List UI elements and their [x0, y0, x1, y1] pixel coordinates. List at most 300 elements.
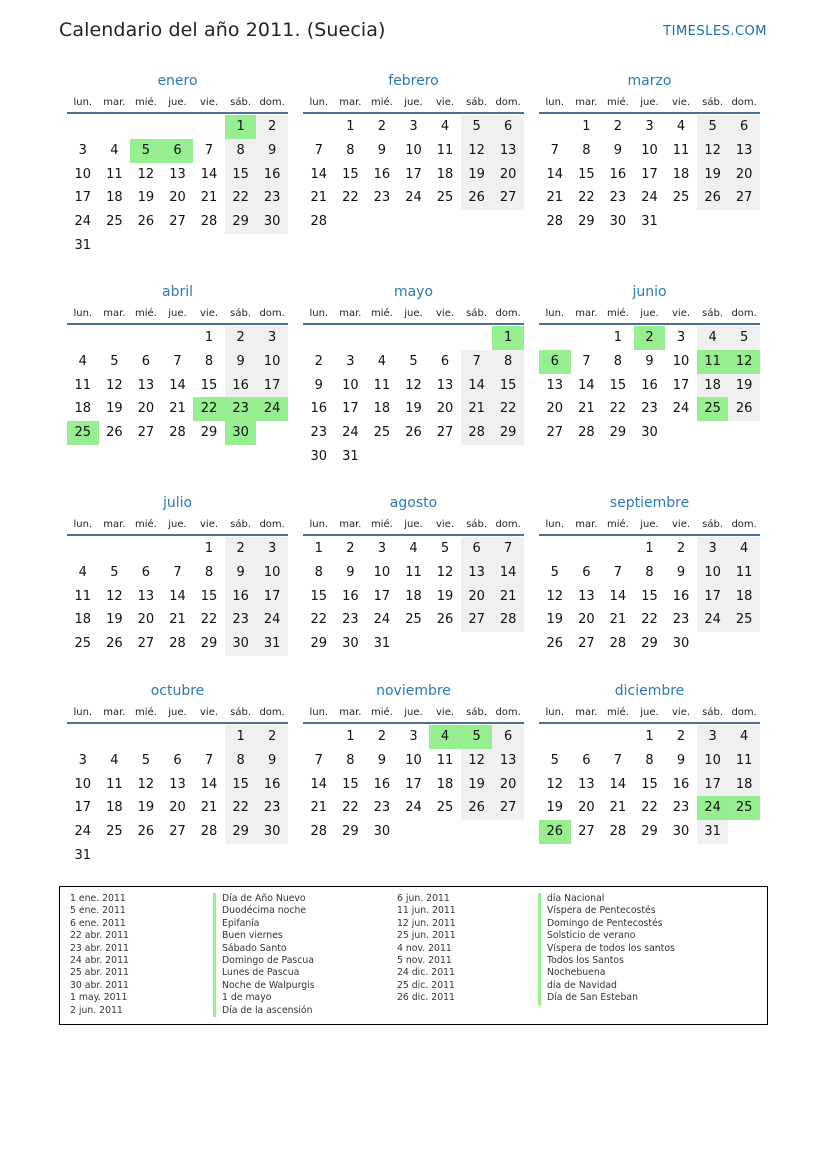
- day-cell: 31: [342, 448, 359, 464]
- empty-day-cell: [99, 326, 131, 350]
- day-cell: 19: [137, 190, 155, 206]
- day-cell: 20: [169, 800, 186, 816]
- weekday-label: jue.: [404, 97, 423, 108]
- month-days: [303, 326, 524, 469]
- day-cell: 11: [74, 588, 92, 604]
- empty-day-cell: [99, 537, 131, 561]
- month-diciembre: [539, 680, 760, 844]
- day-cell: 26: [137, 824, 155, 840]
- weekday-label: mié.: [134, 308, 157, 319]
- day-cell: 28: [461, 421, 493, 445]
- legend-holiday-date: 24 abr. 2011: [70, 954, 129, 966]
- day-cell: 19: [461, 773, 493, 797]
- day-cell: 7: [173, 353, 182, 369]
- weekday-label: sáb.: [466, 707, 488, 718]
- week-row: [67, 585, 288, 609]
- empty-day-cell: [99, 844, 131, 868]
- day-cell: 12: [461, 749, 493, 773]
- day-cell: 31: [373, 636, 391, 652]
- empty-day-cell: [398, 632, 430, 656]
- day-cell: 7: [204, 752, 214, 768]
- legend-names-column-2: [538, 893, 675, 1005]
- week-row: [539, 326, 760, 350]
- day-cell: 5: [110, 353, 119, 369]
- weekday-header: [539, 92, 760, 114]
- month-mayo: [303, 281, 524, 469]
- weekday-label: mar.: [103, 97, 126, 108]
- weekday-label: mié.: [606, 97, 629, 108]
- month-abril: [67, 281, 288, 445]
- day-cell: 23: [373, 800, 391, 816]
- legend-holiday-date: 25 jun. 2011: [397, 930, 456, 942]
- week-row: [67, 537, 288, 561]
- day-cell: 17: [697, 773, 729, 797]
- day-cell: 11: [728, 749, 760, 773]
- month-title: agosto: [389, 495, 438, 511]
- day-cell: 25: [405, 612, 422, 628]
- day-cell: 1: [204, 330, 214, 345]
- month-title: febrero: [388, 73, 439, 89]
- holiday-day-cell: 23: [225, 397, 257, 421]
- day-cell: 23: [256, 186, 288, 210]
- day-cell: 5: [110, 564, 119, 580]
- holiday-day-cell: 11: [697, 350, 729, 374]
- day-cell: 20: [546, 401, 564, 417]
- legend-holiday-name: Nochebuena: [538, 967, 675, 979]
- weekday-label: lun.: [309, 519, 329, 530]
- holiday-day-cell: 1: [492, 326, 524, 350]
- day-cell: 22: [225, 186, 257, 210]
- day-cell: 2: [314, 353, 323, 369]
- empty-day-cell: [492, 820, 524, 844]
- empty-day-cell: [193, 844, 225, 868]
- empty-day-cell: [539, 725, 571, 749]
- empty-day-cell: [162, 725, 194, 749]
- day-cell: 3: [377, 541, 387, 556]
- weekday-label: lun.: [545, 519, 565, 530]
- day-cell: 11: [728, 561, 760, 585]
- empty-day-cell: [728, 632, 760, 656]
- empty-day-cell: [225, 844, 257, 868]
- day-cell: 26: [106, 636, 123, 652]
- weekday-label: mié.: [134, 519, 157, 530]
- weekday-label: jue.: [168, 519, 187, 530]
- empty-day-cell: [461, 326, 493, 350]
- day-cell: 23: [342, 612, 359, 628]
- week-row: [539, 397, 760, 421]
- empty-day-cell: [193, 234, 225, 258]
- day-cell: 11: [672, 142, 690, 158]
- week-row: [303, 773, 524, 797]
- day-cell: 12: [106, 377, 123, 393]
- week-row: [67, 115, 288, 139]
- day-cell: 30: [672, 636, 690, 652]
- empty-day-cell: [398, 326, 430, 350]
- day-cell: 20: [492, 163, 524, 187]
- legend-holiday-date: 24 dic. 2011: [397, 967, 455, 979]
- day-cell: 8: [225, 749, 257, 773]
- day-cell: 16: [373, 776, 391, 792]
- day-cell: 14: [578, 377, 595, 393]
- week-row: [539, 561, 760, 585]
- week-row: [539, 725, 760, 749]
- day-cell: 25: [672, 190, 690, 206]
- day-cell: 10: [641, 142, 658, 158]
- day-cell: 4: [409, 541, 418, 556]
- day-cell: 7: [314, 752, 323, 768]
- weekday-label: jue.: [168, 97, 187, 108]
- empty-day-cell: [162, 537, 194, 561]
- day-cell: 23: [225, 608, 257, 632]
- week-row: [67, 234, 288, 258]
- empty-day-cell: [398, 210, 430, 234]
- weekday-label: vie.: [200, 519, 219, 530]
- day-cell: 19: [546, 800, 564, 816]
- day-cell: 8: [204, 564, 214, 580]
- day-cell: 28: [546, 214, 564, 230]
- weekday-label: mar.: [339, 707, 362, 718]
- legend-holiday-name: Día de la ascensión: [213, 1005, 315, 1017]
- empty-day-cell: [130, 115, 162, 139]
- weekday-header: [303, 303, 524, 325]
- weekday-label: lun.: [545, 308, 565, 319]
- weekday-label: lun.: [73, 97, 93, 108]
- weekday-label: mar.: [339, 308, 362, 319]
- weekday-header: [303, 92, 524, 114]
- day-cell: 31: [74, 847, 92, 863]
- day-cell: 20: [728, 163, 760, 187]
- week-row: [67, 210, 288, 234]
- day-cell: 13: [492, 749, 524, 773]
- day-cell: 1: [645, 729, 654, 744]
- day-cell: 26: [461, 796, 493, 820]
- legend-holiday-name: Domingo de Pascua: [213, 955, 315, 967]
- day-cell: 7: [173, 564, 182, 580]
- day-cell: 15: [609, 377, 627, 393]
- day-cell: 25: [728, 608, 760, 632]
- weekday-label: jue.: [404, 707, 423, 718]
- day-cell: 6: [440, 353, 450, 369]
- day-cell: 29: [200, 425, 218, 441]
- empty-day-cell: [99, 234, 131, 258]
- day-cell: 9: [225, 350, 257, 374]
- month-days: [539, 326, 760, 445]
- day-cell: 6: [141, 564, 151, 580]
- day-cell: 4: [377, 353, 387, 369]
- day-cell: 12: [106, 588, 123, 604]
- day-cell: 28: [609, 824, 627, 840]
- legend-holiday-name: Domingo de Pentecostés: [538, 918, 675, 930]
- day-cell: 14: [609, 588, 627, 604]
- day-cell: 9: [314, 377, 323, 393]
- day-cell: 10: [373, 564, 391, 580]
- weekday-label: lun.: [545, 97, 565, 108]
- day-cell: 21: [546, 190, 564, 206]
- day-cell: 20: [578, 800, 595, 816]
- day-cell: 4: [110, 142, 119, 158]
- empty-day-cell: [303, 326, 335, 350]
- day-cell: 11: [405, 564, 422, 580]
- day-cell: 10: [74, 776, 92, 792]
- day-cell: 27: [461, 608, 493, 632]
- calendar-grid: [67, 70, 761, 870]
- weekday-label: sáb.: [466, 97, 488, 108]
- day-cell: 10: [697, 749, 729, 773]
- day-cell: 21: [492, 585, 524, 609]
- week-row: [67, 773, 288, 797]
- month-days: [539, 115, 760, 234]
- day-cell: 19: [137, 800, 155, 816]
- empty-day-cell: [665, 210, 697, 234]
- day-cell: 10: [74, 166, 92, 182]
- week-row: [67, 608, 288, 632]
- day-cell: 12: [436, 564, 454, 580]
- day-cell: 15: [342, 776, 359, 792]
- day-cell: 30: [672, 824, 690, 840]
- day-cell: 7: [550, 142, 559, 158]
- day-cell: 21: [578, 401, 595, 417]
- empty-day-cell: [429, 326, 461, 350]
- day-cell: 15: [200, 588, 218, 604]
- day-cell: 16: [256, 163, 288, 187]
- day-cell: 3: [409, 119, 418, 134]
- day-cell: 28: [492, 608, 524, 632]
- empty-day-cell: [366, 326, 398, 350]
- day-cell: 4: [78, 564, 87, 580]
- day-cell: 12: [405, 377, 422, 393]
- day-cell: 31: [697, 820, 729, 844]
- day-cell: 28: [609, 636, 627, 652]
- day-cell: 23: [256, 796, 288, 820]
- weekday-header: [303, 514, 524, 536]
- day-cell: 10: [405, 752, 422, 768]
- day-cell: 18: [74, 401, 92, 417]
- weekday-label: mié.: [370, 97, 393, 108]
- day-cell: 8: [582, 142, 591, 158]
- empty-day-cell: [539, 326, 571, 350]
- day-cell: 20: [436, 401, 454, 417]
- empty-day-cell: [335, 326, 367, 350]
- holiday-day-cell: 22: [193, 397, 225, 421]
- holiday-day-cell: 24: [256, 397, 288, 421]
- weekday-label: mar.: [103, 707, 126, 718]
- weekday-header: [67, 303, 288, 325]
- day-cell: 8: [613, 353, 623, 369]
- day-cell: 31: [641, 214, 658, 230]
- day-cell: 10: [697, 561, 729, 585]
- day-cell: 15: [342, 166, 359, 182]
- week-row: [539, 773, 760, 797]
- weekday-label: vie.: [672, 97, 691, 108]
- day-cell: 3: [78, 142, 87, 158]
- day-cell: 17: [74, 190, 92, 206]
- day-cell: 29: [342, 824, 359, 840]
- day-cell: 2: [377, 729, 387, 744]
- weekday-label: dom.: [495, 97, 521, 108]
- day-cell: 26: [461, 186, 493, 210]
- day-cell: 16: [641, 377, 658, 393]
- empty-day-cell: [162, 115, 194, 139]
- day-cell: 8: [314, 564, 323, 580]
- day-cell: 24: [74, 824, 92, 840]
- day-cell: 1: [582, 119, 591, 134]
- day-cell: 19: [728, 374, 760, 398]
- day-cell: 4: [440, 119, 450, 134]
- day-cell: 16: [342, 588, 359, 604]
- day-cell: 17: [342, 401, 359, 417]
- day-cell: 26: [697, 186, 729, 210]
- empty-day-cell: [67, 115, 99, 139]
- month-title: marzo: [627, 73, 672, 89]
- day-cell: 30: [373, 824, 391, 840]
- day-cell: 28: [169, 636, 186, 652]
- day-cell: 21: [169, 401, 186, 417]
- day-cell: 7: [461, 350, 493, 374]
- day-cell: 24: [74, 214, 92, 230]
- day-cell: 7: [613, 752, 623, 768]
- day-cell: 31: [74, 237, 92, 253]
- day-cell: 15: [641, 588, 658, 604]
- legend-holiday-date: 6 ene. 2011: [70, 917, 126, 929]
- day-cell: 30: [609, 214, 627, 230]
- month-noviembre: [303, 680, 524, 844]
- day-cell: 24: [342, 425, 359, 441]
- holiday-day-cell: 5: [130, 139, 162, 163]
- day-cell: 2: [377, 119, 387, 134]
- empty-day-cell: [571, 725, 603, 749]
- day-cell: 18: [697, 374, 729, 398]
- month-days: [67, 537, 288, 656]
- day-cell: 28: [200, 824, 218, 840]
- day-cell: 29: [578, 214, 595, 230]
- week-row: [303, 374, 524, 398]
- day-cell: 6: [728, 115, 760, 139]
- empty-day-cell: [162, 844, 194, 868]
- day-cell: 5: [141, 752, 151, 768]
- day-cell: 23: [609, 190, 627, 206]
- empty-day-cell: [256, 234, 288, 258]
- day-cell: 11: [436, 752, 454, 768]
- month-febrero: [303, 70, 524, 234]
- weekday-label: mié.: [370, 308, 393, 319]
- day-cell: 24: [405, 800, 422, 816]
- day-cell: 4: [78, 353, 87, 369]
- weekday-label: vie.: [200, 308, 219, 319]
- day-cell: 7: [613, 564, 623, 580]
- day-cell: 9: [346, 564, 355, 580]
- month-marzo: [539, 70, 760, 234]
- weekday-label: dom.: [731, 97, 757, 108]
- day-cell: 9: [377, 142, 387, 158]
- empty-day-cell: [665, 421, 697, 445]
- month-days: [67, 326, 288, 445]
- day-cell: 18: [74, 612, 92, 628]
- week-row: [539, 537, 760, 561]
- day-cell: 14: [609, 776, 627, 792]
- empty-day-cell: [225, 234, 257, 258]
- legend-holiday-date: 12 jun. 2011: [397, 917, 456, 929]
- empty-day-cell: [697, 632, 729, 656]
- day-cell: 13: [137, 377, 155, 393]
- day-cell: 15: [310, 588, 328, 604]
- weekday-label: dom.: [259, 97, 285, 108]
- day-cell: 14: [310, 166, 328, 182]
- week-row: [303, 608, 524, 632]
- brand-logo[interactable]: TIMESLES.COM: [663, 24, 767, 39]
- day-cell: 14: [310, 776, 328, 792]
- day-cell: 20: [492, 773, 524, 797]
- empty-day-cell: [697, 421, 729, 445]
- legend-holiday-date: 22 abr. 2011: [70, 930, 129, 942]
- day-cell: 25: [373, 425, 391, 441]
- weekday-label: sáb.: [230, 308, 252, 319]
- week-row: [539, 749, 760, 773]
- weekday-label: lun.: [309, 308, 329, 319]
- empty-day-cell: [602, 725, 634, 749]
- month-days: [303, 115, 524, 234]
- day-cell: 28: [169, 425, 186, 441]
- week-row: [539, 820, 760, 844]
- empty-day-cell: [429, 632, 461, 656]
- day-cell: 2: [256, 115, 288, 139]
- day-cell: 22: [641, 800, 658, 816]
- day-cell: 8: [645, 752, 654, 768]
- week-row: [303, 585, 524, 609]
- week-row: [67, 326, 288, 350]
- day-cell: 27: [578, 824, 595, 840]
- day-cell: 8: [204, 353, 214, 369]
- day-cell: 22: [342, 190, 359, 206]
- day-cell: 26: [137, 214, 155, 230]
- day-cell: 20: [169, 190, 186, 206]
- holiday-day-cell: 6: [162, 139, 194, 163]
- day-cell: 3: [256, 537, 288, 561]
- month-days: [539, 537, 760, 656]
- week-row: [67, 163, 288, 187]
- day-cell: 5: [409, 353, 418, 369]
- day-cell: 5: [550, 752, 559, 768]
- day-cell: 12: [137, 166, 155, 182]
- week-row: [303, 421, 524, 445]
- day-cell: 29: [225, 820, 257, 844]
- day-cell: 3: [697, 725, 729, 749]
- day-cell: 26: [405, 425, 422, 441]
- weekday-label: mar.: [575, 519, 598, 530]
- weekday-header: [539, 514, 760, 536]
- day-cell: 28: [310, 214, 328, 230]
- day-cell: 26: [546, 636, 564, 652]
- weekday-label: mié.: [134, 707, 157, 718]
- day-cell: 3: [676, 330, 686, 345]
- month-title: junio: [632, 284, 667, 300]
- weekday-label: dom.: [495, 707, 521, 718]
- week-row: [539, 608, 760, 632]
- day-cell: 26: [436, 612, 454, 628]
- empty-day-cell: [461, 820, 493, 844]
- weekday-label: jue.: [640, 707, 659, 718]
- day-cell: 2: [676, 729, 686, 744]
- week-row: [539, 632, 760, 656]
- day-cell: 5: [461, 115, 493, 139]
- day-cell: 9: [676, 564, 686, 580]
- legend-holiday-date: 30 abr. 2011: [70, 979, 129, 991]
- month-julio: [67, 492, 288, 656]
- week-row: [303, 163, 524, 187]
- empty-day-cell: [256, 844, 288, 868]
- day-cell: 10: [672, 353, 690, 369]
- week-row: [303, 749, 524, 773]
- day-cell: 22: [310, 612, 328, 628]
